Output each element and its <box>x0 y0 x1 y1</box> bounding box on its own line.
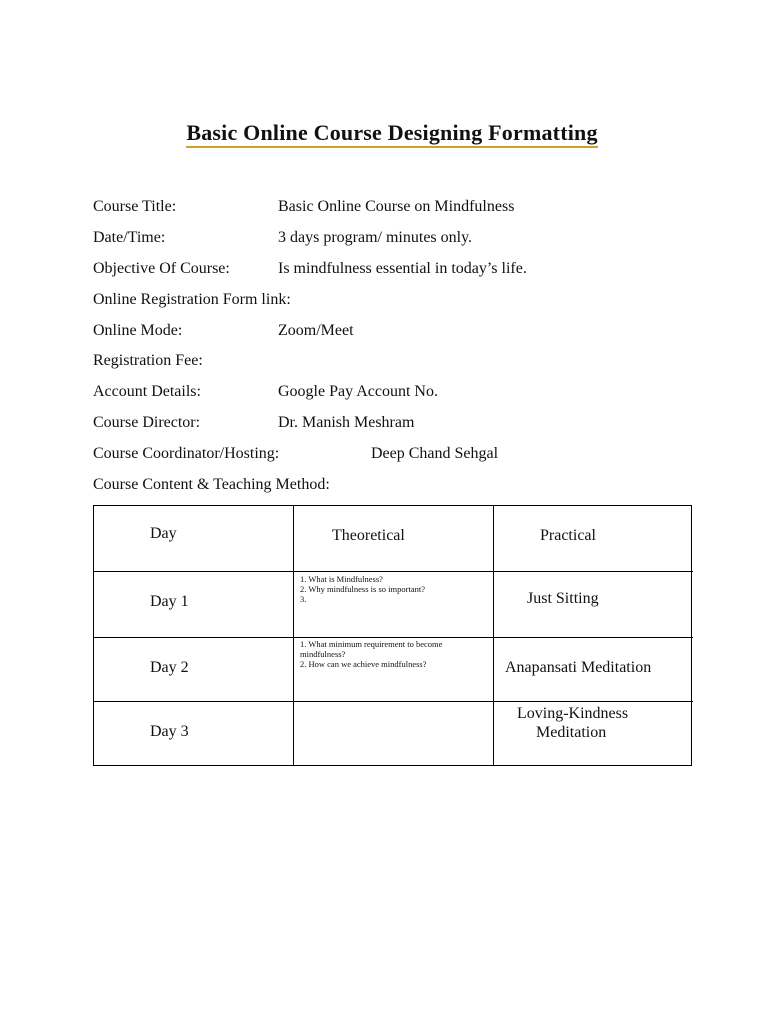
table-row <box>94 638 294 702</box>
day-label: Day 1 <box>150 593 189 610</box>
theory-list <box>300 639 480 669</box>
practical-cell <box>494 572 693 638</box>
day-label: Day 3 <box>150 723 189 740</box>
table-header-cell <box>494 506 693 572</box>
field-date-time <box>93 229 473 247</box>
field-label: Online Registration Form link: <box>93 291 291 308</box>
theory-item: 2. Why mindfulness is so important? <box>300 584 425 594</box>
field-online-mode <box>93 322 354 340</box>
field-value: Zoom/Meet <box>278 322 354 339</box>
field-label: Course Director: <box>93 414 201 431</box>
header-practical: Practical <box>540 527 596 544</box>
practical-cell <box>494 702 693 765</box>
day-label: Day 2 <box>150 659 189 676</box>
field-value: Google Pay Account No. <box>278 383 438 400</box>
field-registration-fee <box>93 352 203 370</box>
field-label: Course Coordinator/Hosting: <box>93 445 280 462</box>
field-course-title <box>93 198 515 216</box>
field-value: 3 days program/ minutes only. <box>278 229 473 246</box>
theory-item: 1. What minimum requirement to become mindfulness? <box>300 639 443 659</box>
table-header-cell <box>294 506 494 572</box>
theory-cell <box>294 702 494 765</box>
field-label: Account Details: <box>93 383 201 400</box>
course-content-table <box>93 505 692 766</box>
header-day: Day <box>150 525 177 542</box>
field-value: Deep Chand Sehgal <box>371 445 499 462</box>
field-label: Objective Of Course: <box>93 260 230 277</box>
field-label: Online Mode: <box>93 322 183 339</box>
field-registration-link <box>93 291 291 309</box>
field-value: Basic Online Course on Mindfulness <box>278 198 515 215</box>
theory-cell <box>294 638 494 702</box>
practical-text: Anapansati Meditation <box>505 659 652 676</box>
header-theoretical: Theoretical <box>332 527 405 544</box>
practical-text: Meditation <box>536 724 607 741</box>
theory-item: 2. How can we achieve mindfulness? <box>300 659 427 669</box>
field-label: Date/Time: <box>93 229 166 246</box>
field-value: Dr. Manish Meshram <box>278 414 415 431</box>
practical-cell <box>494 638 693 702</box>
field-value: Is mindfulness essential in today’s life. <box>278 260 527 277</box>
practical-text: Just Sitting <box>527 590 599 607</box>
table-row <box>94 572 294 638</box>
field-label: Course Content & Teaching Method: <box>93 476 330 493</box>
field-label: Course Title: <box>93 198 177 215</box>
field-label: Registration Fee: <box>93 352 203 369</box>
table-header-cell <box>94 506 294 572</box>
document-title <box>0 120 768 148</box>
field-account-details <box>93 383 438 401</box>
field-course-coordinator <box>93 445 499 463</box>
document-title-text: Basic Online Course Designing Formatting <box>186 122 597 148</box>
table-row <box>94 702 294 765</box>
theory-list <box>300 574 488 604</box>
field-course-content <box>93 476 330 494</box>
theory-item: 1. What is Mindfulness? <box>300 574 383 584</box>
field-objective <box>93 260 527 278</box>
field-course-director <box>93 414 415 432</box>
practical-text: Loving-Kindness <box>517 705 629 722</box>
theory-cell <box>294 572 494 638</box>
theory-item: 3. <box>300 594 307 604</box>
